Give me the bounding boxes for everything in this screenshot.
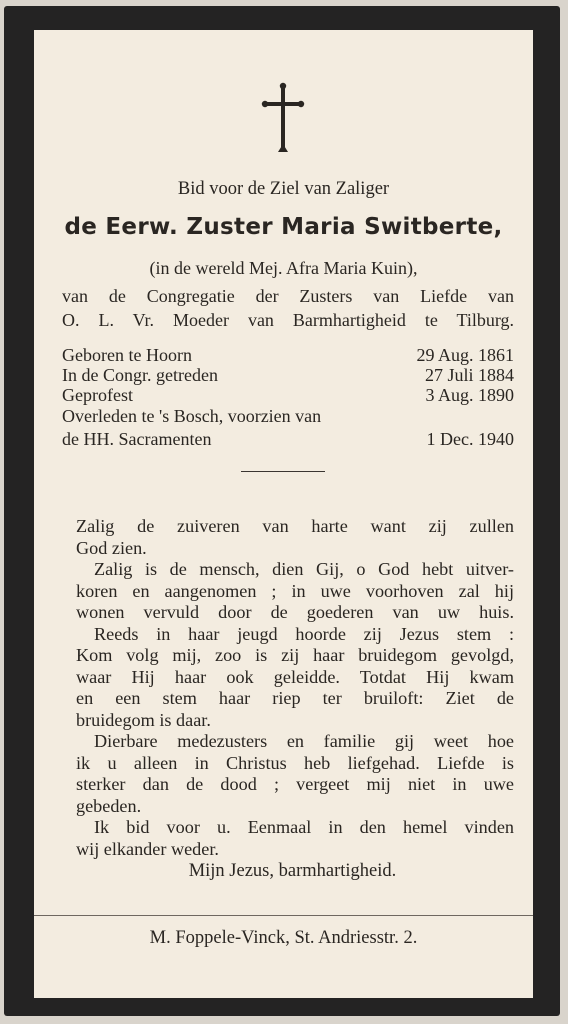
text-line: sterker dan de dood ; vergeet mij niet in uwe [76,774,514,794]
deceased-name: de Eerw. Zuster Maria Switberte, [64,214,503,240]
text-line: Zalig de zuiveren van harte want zij zullen [76,516,514,536]
date-row-sacraments [62,429,514,451]
date-row-value: 27 Juli 1884 [424,365,514,385]
date-row-label: Overleden te 's Bosch, voorzien van [62,406,322,426]
date-row-label: de HH. Sacramenten [62,429,212,449]
date-row-entered [62,365,514,387]
text-line: wonen vervuld door de goederen van uw huis. [76,602,514,622]
date-row-professed [62,385,514,407]
date-row-value: 3 Aug. 1890 [425,385,514,405]
printer-credit: M. Foppele-Vinck, St. Andriesstr. 2. [149,928,418,948]
footer-rule [34,915,533,916]
text-line: Zalig is de mensch, dien Gij, o God hebt uitver- [94,559,514,579]
date-row-value: 29 Aug. 1861 [416,345,514,365]
date-row-value: 1 Dec. 1940 [426,429,514,449]
text-line: Reeds in haar jeugd hoorde zij Jezus stem : [94,623,514,644]
congregation-line-2: O. L. Vr. Moeder van Barmhartigheid te Tilburg. [62,310,514,330]
text-line: Ik bid voor u. Eenmaal in den hemel vinden [94,817,514,837]
divider [241,471,325,472]
text-line: God zien. [76,537,147,558]
date-row-label: Geprofest [62,385,133,405]
text-line: gebeden. [76,795,142,816]
date-row-born [62,345,514,367]
date-row-died [62,406,514,428]
date-row-label: Geboren te Hoorn [62,345,192,365]
prayer-text [76,516,514,860]
text-line: Kom volg mij, zoo is zij haar bruidegom gevolgd, [76,645,514,665]
intro-line: Bid voor de Ziel van Zaliger [177,179,390,199]
text-line: wij elkander weder. [76,838,219,859]
text-line: waar Hij haar ook geleidde. Totdat Hij kwam [76,666,514,687]
worldly-name: (in de wereld Mej. Afra Maria Kuin), [149,258,418,278]
text-line: bruidegom is daar. [76,709,211,730]
memorial-card [34,30,533,998]
text-line: koren en aangenomen ; in uwe voorhoven zal hij [76,580,514,601]
mourning-border [4,6,560,1016]
text-line: ik u alleen in Christus heb liefgehad. Liefde is [76,752,514,773]
congregation-line-1: van de Congregatie der Zusters van Liefde van [62,286,514,306]
cross-icon [261,82,305,154]
date-row-label: In de Congr. getreden [62,365,218,385]
text-line: en een stem haar riep ter bruiloft: Ziet de [76,688,514,708]
text-line: Dierbare medezusters en familie gij weet hoe [94,731,514,751]
closing-invocation: Mijn Jezus, barmhartigheid. [188,861,397,881]
